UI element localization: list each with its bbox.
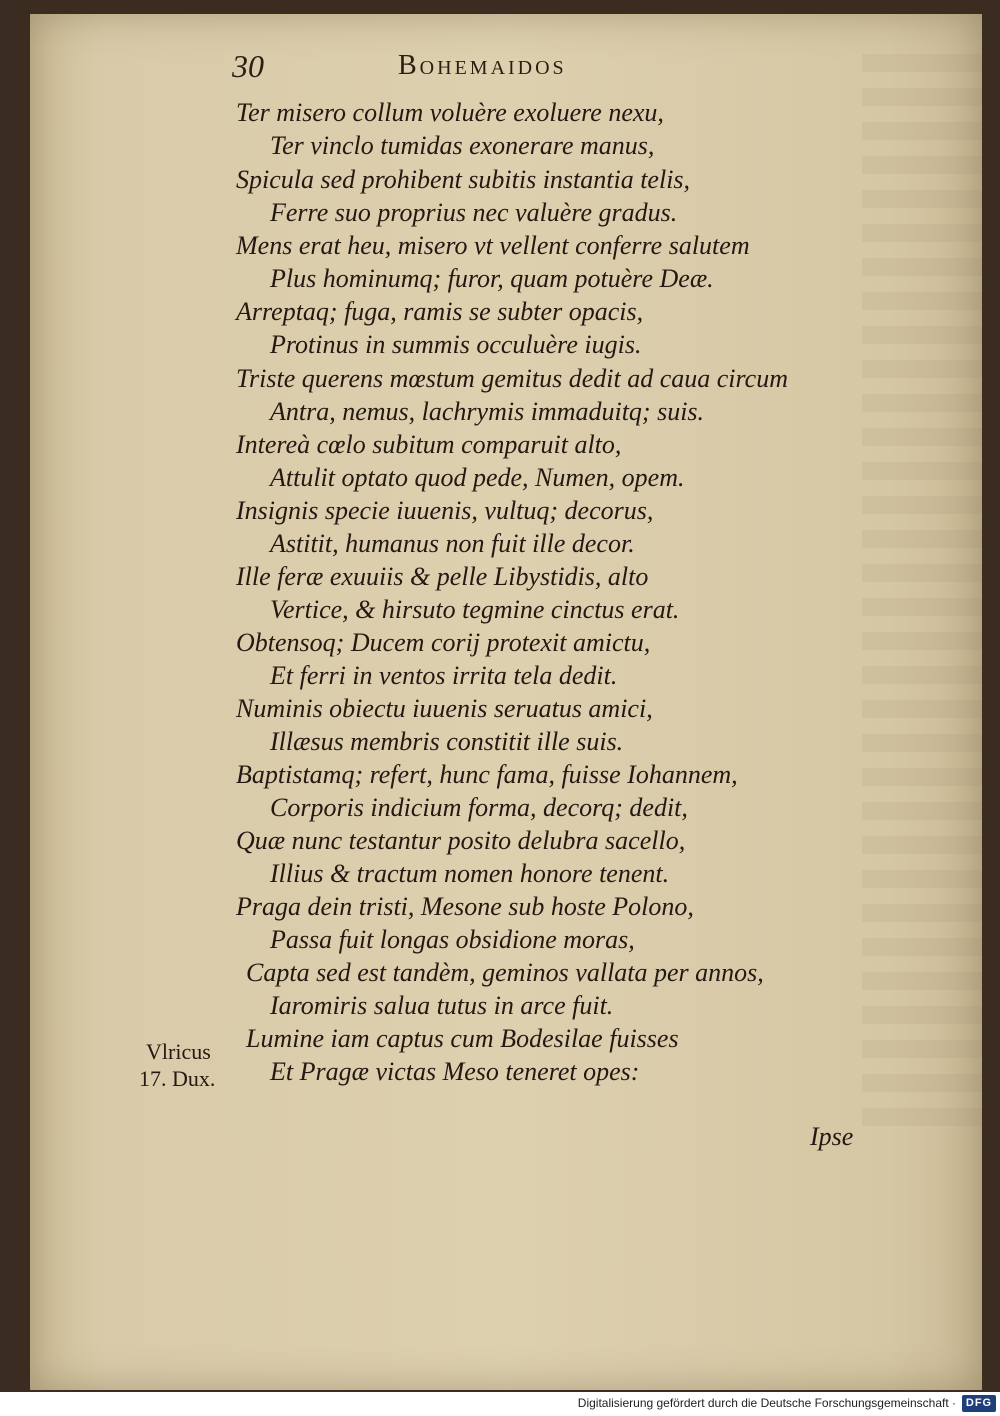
footer-bar [0, 1392, 1000, 1416]
verse-line: Et ferri in ventos irrita tela dedit. [270, 661, 618, 690]
page-number: 30 [232, 48, 264, 84]
verse-line: Ferre suo proprius nec valuère gradus. [270, 198, 678, 227]
verse-line: Astitit, humanus non fuit ille decor. [270, 529, 635, 558]
verse-line: Vertice, & hirsuto tegmine cinctus erat. [270, 595, 680, 624]
verse-line: Ter misero collum voluère exoluere nexu, [236, 98, 664, 127]
show-through-text [862, 54, 982, 1134]
verse-line: Lumine iam captus cum Bodesilae fuisses [246, 1024, 679, 1053]
verse-line: Mens erat heu, misero vt vellent conferre salutem [236, 231, 750, 260]
verse-line: Illius & tractum nomen honore tenent. [270, 859, 670, 888]
verse-line: Illæsus membris constitit ille suis. [270, 727, 624, 756]
verse-line: Intereà cœlo subitum comparuit alto, [236, 430, 622, 459]
verse-line: Baptistamq; refert, hunc fama, fuisse Iohannem, [236, 760, 738, 789]
verse-line: Ter vinclo tumidas exonerare manus, [270, 131, 655, 160]
catchword: Ipse [810, 1122, 854, 1151]
verse-line: Protinus in summis occuluère iugis. [270, 330, 642, 359]
verse-line: Capta sed est tandèm, geminos vallata per annos, [246, 958, 764, 987]
verse-line: Quæ nunc testantur posito delubra sacello, [236, 826, 686, 855]
verse-line: Iaromiris salua tutus in arce fuit. [270, 991, 614, 1020]
verse-line: Arreptaq; fuga, ramis se subter opacis, [236, 297, 644, 326]
marginal-note: 17. Dux. [139, 1066, 216, 1091]
verse-line: Obtensoq; Ducem corij protexit amictu, [236, 628, 651, 657]
dfg-logo: DFG [962, 1395, 996, 1412]
running-head: Bohemaidos [398, 50, 567, 81]
verse-line: Praga dein tristi, Mesone sub hoste Polono, [236, 892, 694, 921]
verse-line: Insignis specie iuuenis, vultuq; decorus, [236, 496, 654, 525]
verse-line: Ille feræ exuuiis & pelle Libystidis, alto [236, 562, 649, 591]
verse-line: Attulit optato quod pede, Numen, opem. [270, 463, 685, 492]
verse-line: Triste querens mœstum gemitus dedit ad caua circum [236, 364, 788, 393]
verse-line: Passa fuit longas obsidione moras, [270, 925, 635, 954]
verse-line: Spicula sed prohibent subitis instantia telis, [236, 165, 691, 194]
verse-line: Et Pragæ victas Meso teneret opes: [270, 1057, 640, 1086]
verse-line: Plus hominumq; furor, quam potuère Deæ. [270, 264, 714, 293]
verse-line: Numinis obiectu iuuenis seruatus amici, [236, 694, 653, 723]
marginal-note: Vlricus [146, 1039, 211, 1064]
verse-line: Antra, nemus, lachrymis immaduitq; suis. [270, 397, 705, 426]
verse-line: Corporis indicium forma, decorq; dedit, [270, 793, 688, 822]
footer-credit: Digitalisierung gefördert durch die Deutsche Forschungsgemeinschaft · [577, 1396, 956, 1410]
